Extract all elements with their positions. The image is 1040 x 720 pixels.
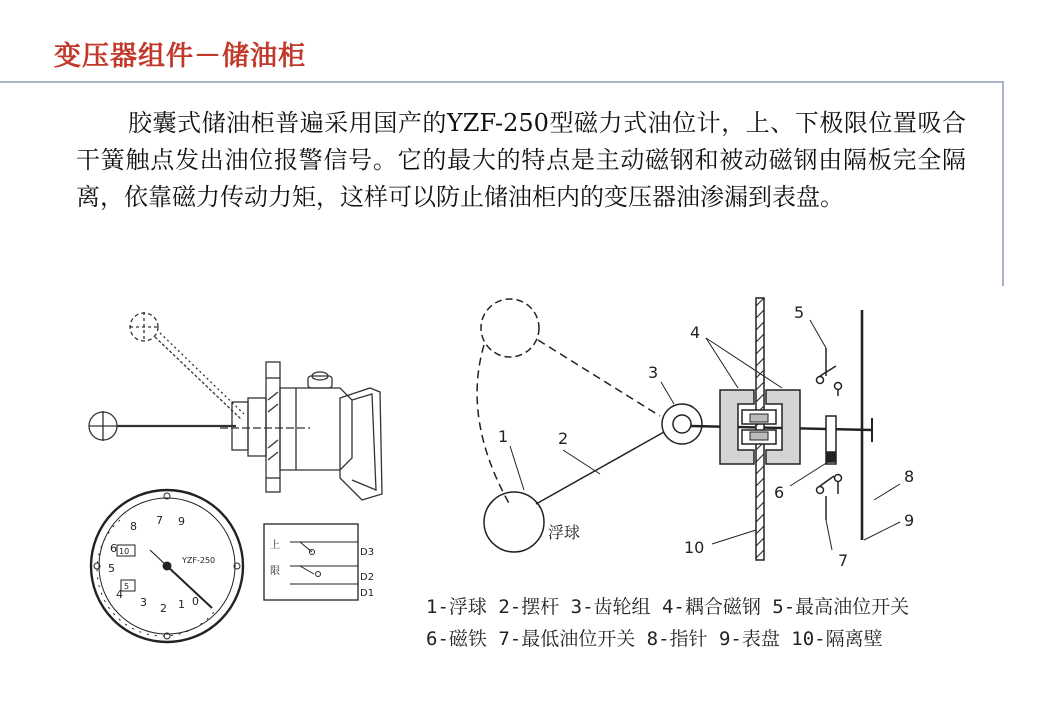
description-paragraph: 胶囊式储油柜普遍采用国产的YZF-250型磁力式油位计，上、下极限位置吸合干簧触点发出油位报警信号。它的最大的特点是主动磁钢和被动磁钢由隔板完全隔离，依靠磁力传动力矩，这样可以防止储油柜内的变压器油渗漏到表盘。: [76, 109, 966, 211]
dial-number: 8: [130, 520, 137, 533]
switch-label: 限: [270, 566, 280, 577]
dial-number: 3: [140, 596, 147, 609]
callout-8: 8: [904, 467, 915, 486]
dial-tag: 10: [119, 547, 130, 556]
dial-tag: 5: [124, 582, 130, 591]
dial-number: 5: [108, 562, 115, 575]
dial-number: 1: [178, 598, 185, 611]
terminal-label: D3: [360, 547, 375, 558]
callout-2: 2: [558, 429, 569, 448]
dial-number: 2: [160, 602, 167, 615]
callout-10: 10: [684, 538, 705, 557]
dial-number: 4: [116, 588, 123, 601]
legend-line-1: 1-浮球 2-摆杆 3-齿轮组 4-耦合磁钢 5-最高油位开关: [426, 596, 910, 618]
callout-9: 9: [904, 511, 915, 530]
callout-4: 4: [690, 323, 701, 342]
slide-title: 变压器组件－储油柜: [54, 41, 306, 72]
callout-1: 1: [498, 427, 509, 446]
legend-line-2: 6-磁铁 7-最低油位开关 8-指针 9-表盘 10-隔离壁: [426, 628, 883, 650]
dial-number: 7: [156, 514, 163, 527]
callout-numbers: [498, 303, 914, 570]
callout-6: 6: [774, 483, 785, 502]
mechanism-schematic: [477, 298, 900, 560]
callout-7: 7: [838, 551, 849, 570]
switch-label: 上: [270, 540, 280, 551]
dial-model: YZF-250: [182, 556, 216, 565]
terminal-label: D1: [360, 588, 375, 599]
oil-gauge-dial-face: [91, 490, 358, 642]
oil-gauge-side-view: [89, 312, 382, 500]
float-label: 浮球: [548, 523, 581, 542]
terminal-label: D2: [360, 572, 375, 583]
dial-number: 6: [110, 542, 117, 555]
dial-number: 9: [178, 515, 185, 528]
callout-3: 3: [648, 363, 659, 382]
callout-5: 5: [794, 303, 805, 322]
dial-number: 0: [192, 595, 199, 608]
